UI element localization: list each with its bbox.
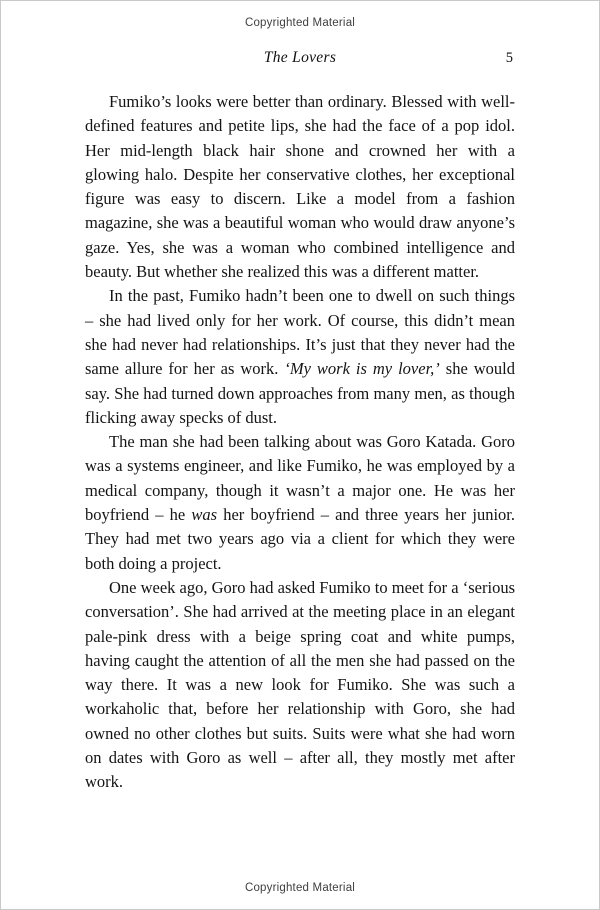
text-segment: One week ago, Goro had asked Fumiko to meet for a ‘serious conversation’. She had arrived at the meeting place in an elegant pale-pink dress with a beige spring coat and white pumps, having caught the attention of all the men she had passed on the way there. It was a new look for Fumiko. She was such a workaholic that, before her relationship with Goro, she had owned no other clothes but suits. Suits were what she had worn on dates with Goro as well – after all, they mostly met after work. xyxy=(85,577,515,792)
text-segment: In the past, Fumiko hadn’t been one to dwell on such things – she had lived only for her work. Of course, this didn’t mean she had never had relationships. It’s just that they never had the same allure for her as work. xyxy=(85,286,515,379)
copyright-notice-bottom: Copyrighted Material xyxy=(244,882,356,894)
text-segment-italic: was xyxy=(191,505,218,525)
body-text xyxy=(85,90,515,795)
page-number: 5 xyxy=(505,50,513,66)
paragraph-1 xyxy=(85,90,515,284)
text-segment: Fumiko’s looks were better than ordinary. Blessed with well-defined features and petite lips, she had the face of a pop idol. Her mid-length black hair shone and crowned her with a glowing halo. Despite her conservative clothes, her exceptional figure was easy to discern. Like a model from a fashion magazine, she was a beautiful woman who would draw anyone’s gaze. Yes, she was a woman who combined intelligence and beauty. But whether she realized this was a different matter. xyxy=(85,92,515,282)
text-segment: she would say. She had turned down approaches from many men, as though flicking away specks of dust. xyxy=(85,359,515,427)
paragraph-3 xyxy=(85,430,515,576)
running-header xyxy=(85,49,515,67)
chapter-title: The Lovers xyxy=(263,49,337,66)
paragraph-4 xyxy=(85,576,515,795)
text-segment: The man she had been talking about was Goro Katada. Goro was a systems engineer, and like Fumiko, he was employed by a medical company, though it wasn’t a major one. He was her boyfriend – he xyxy=(85,432,515,525)
text-segment-italic: ‘My work is my lover,’ xyxy=(284,359,440,379)
text-segment: her boyfriend – and three years her junior. They had met two years ago via a client for which they were both doing a project. xyxy=(85,505,515,573)
copyright-notice-top: Copyrighted Material xyxy=(244,17,356,29)
paragraph-2 xyxy=(85,284,515,430)
